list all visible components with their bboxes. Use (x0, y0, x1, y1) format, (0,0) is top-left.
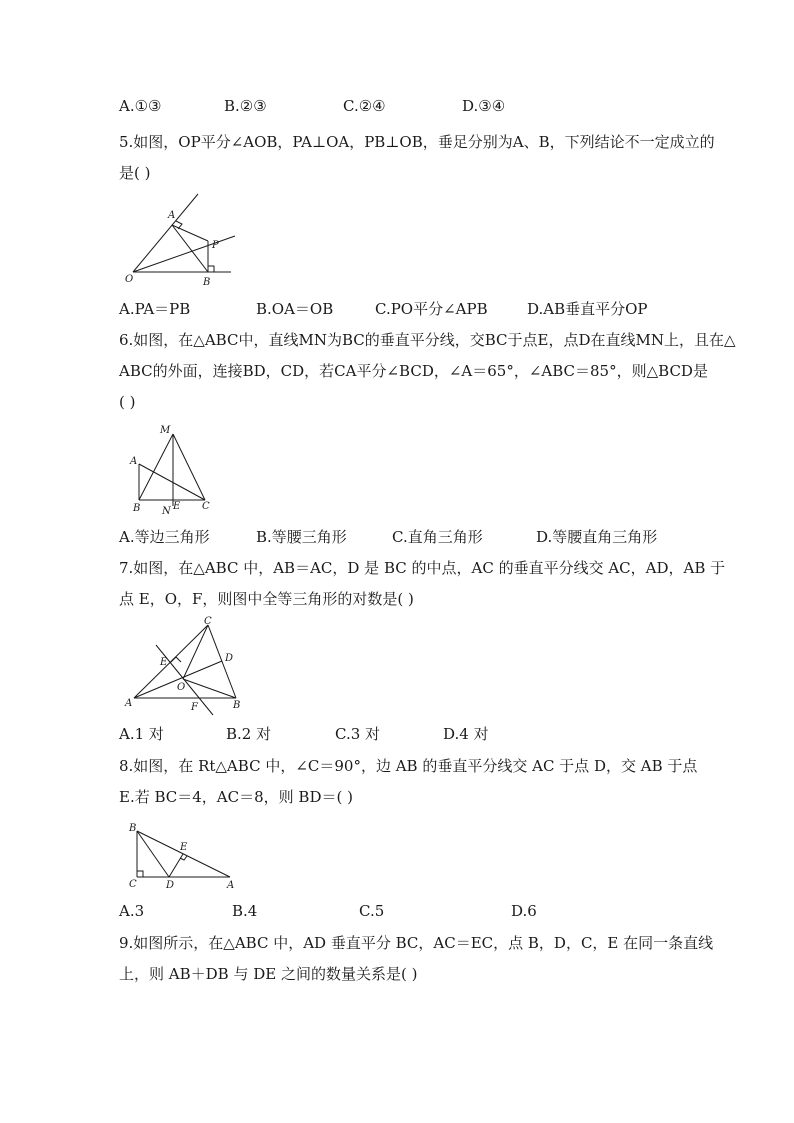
q6-stem-line-3: ( ) (119, 393, 136, 411)
q8-stem-line-1: 8.如图，在 Rt△ABC 中，∠C＝90°，边 AB 的垂直平分线交 AC 于点 D，交 AB 于点 (119, 757, 698, 775)
q5-figure (115, 190, 240, 290)
q7-label-b: B (233, 700, 241, 711)
q5-segment-ab (172, 225, 208, 272)
q6-segment-ac (139, 464, 205, 500)
q9-stem-line-2: 上，则 AB＋DB 与 DE 之间的数量关系是( ) (119, 965, 418, 983)
q7-stem-line-1: 7.如图，在△ABC 中，AB＝AC，D 是 BC 的中点，AC 的垂直平分线交 AC，AD，AB 于 (119, 559, 726, 577)
q8-figure (120, 815, 245, 895)
q7-option-b: B.2 对 (226, 725, 272, 743)
q8-label-e: E (180, 842, 188, 853)
q7-option-d: D.4 对 (443, 725, 489, 743)
q6-option-b: B.等腰三角形 (256, 528, 347, 546)
q8-label-b: B (129, 823, 137, 834)
q5-option-b: B.OA＝OB (256, 300, 334, 318)
q8-segment-bd (137, 831, 169, 877)
q8-label-d: D (166, 880, 175, 891)
q8-option-d: D.6 (511, 902, 537, 920)
q6-stem-line-2: ABC的外面，连接BD，CD，若CA平分∠BCD，∠A＝65°，∠ABC＝85°，则△BCD是 (119, 362, 708, 380)
q6-option-a: A.等边三角形 (119, 528, 210, 546)
q6-figure (125, 420, 225, 515)
q8-segment-de (169, 854, 183, 877)
q7-option-c: C.3 对 (335, 725, 381, 743)
q9-stem-line-1: 9.如图所示，在△ABC 中，AD 垂直平分 BC，AC＝EC，点 B，D，C，E 在同一条直线 (119, 934, 714, 952)
q8-stem-line-2: E.若 BC＝4，AC＝8，则 BD＝( ) (119, 788, 353, 806)
q7-label-a: A (125, 698, 133, 709)
q5-segment-pa (172, 225, 208, 241)
q6-stem-line-1: 6.如图，在△ABC中，直线MN为BC的垂直平分线，交BC于点E，点D在直线MN上，且在△ (119, 331, 736, 349)
q6-option-d: D.等腰直角三角形 (536, 528, 658, 546)
q5-label-o: O (125, 274, 134, 285)
q5-right-angle-a (176, 221, 182, 229)
q8-option-c: C.5 (359, 902, 385, 920)
q6-label-n: N (162, 506, 171, 517)
q7-label-f: F (191, 702, 198, 713)
q4-option-a: A.①③ (119, 97, 162, 115)
q8-segment-ba (137, 831, 230, 877)
q8-label-a: A (227, 880, 235, 891)
q5-label-b: B (203, 277, 211, 288)
q4-option-c: C.②④ (343, 97, 386, 115)
q5-option-a: A.PA＝PB (119, 300, 191, 318)
q6-label-c: C (202, 501, 210, 512)
q7-stem-line-2: 点 E，O，F，则图中全等三角形的对数是( ) (119, 590, 414, 608)
q6-segment-dc (173, 434, 205, 500)
q7-option-a: A.1 对 (119, 725, 164, 743)
q8-label-c: C (129, 879, 137, 890)
q6-label-m: M (160, 425, 171, 436)
q6-option-c: C.直角三角形 (392, 528, 483, 546)
q8-option-b: B.4 (232, 902, 258, 920)
q7-segment-oc (183, 625, 208, 679)
q7-figure (120, 615, 250, 715)
q5-right-angle-b (208, 266, 214, 272)
q7-label-d: D (225, 653, 234, 664)
q8-option-a: A.3 (119, 902, 145, 920)
q6-label-e: E (173, 501, 181, 512)
q6-label-b: B (133, 503, 141, 514)
q6-label-a: A (130, 456, 138, 467)
q7-label-c: C (204, 616, 212, 627)
q7-label-o: O (177, 682, 186, 693)
q5-stem-line-1: 5.如图，OP平分∠AOB，PA⊥OA，PB⊥OB，垂足分别为A、B，下列结论不一定成立的 (119, 133, 715, 151)
q5-option-d: D.AB垂直平分OP (527, 300, 648, 318)
q5-option-c: C.PO平分∠APB (375, 300, 488, 318)
q8-right-angle-c (137, 871, 143, 877)
q5-label-p: P (212, 240, 219, 251)
q5-label-a: A (168, 210, 176, 221)
q7-label-e: E (160, 657, 168, 668)
q5-stem-line-2: 是( ) (119, 164, 151, 182)
q4-option-b: B.②③ (224, 97, 267, 115)
q4-option-d: D.③④ (462, 97, 506, 115)
